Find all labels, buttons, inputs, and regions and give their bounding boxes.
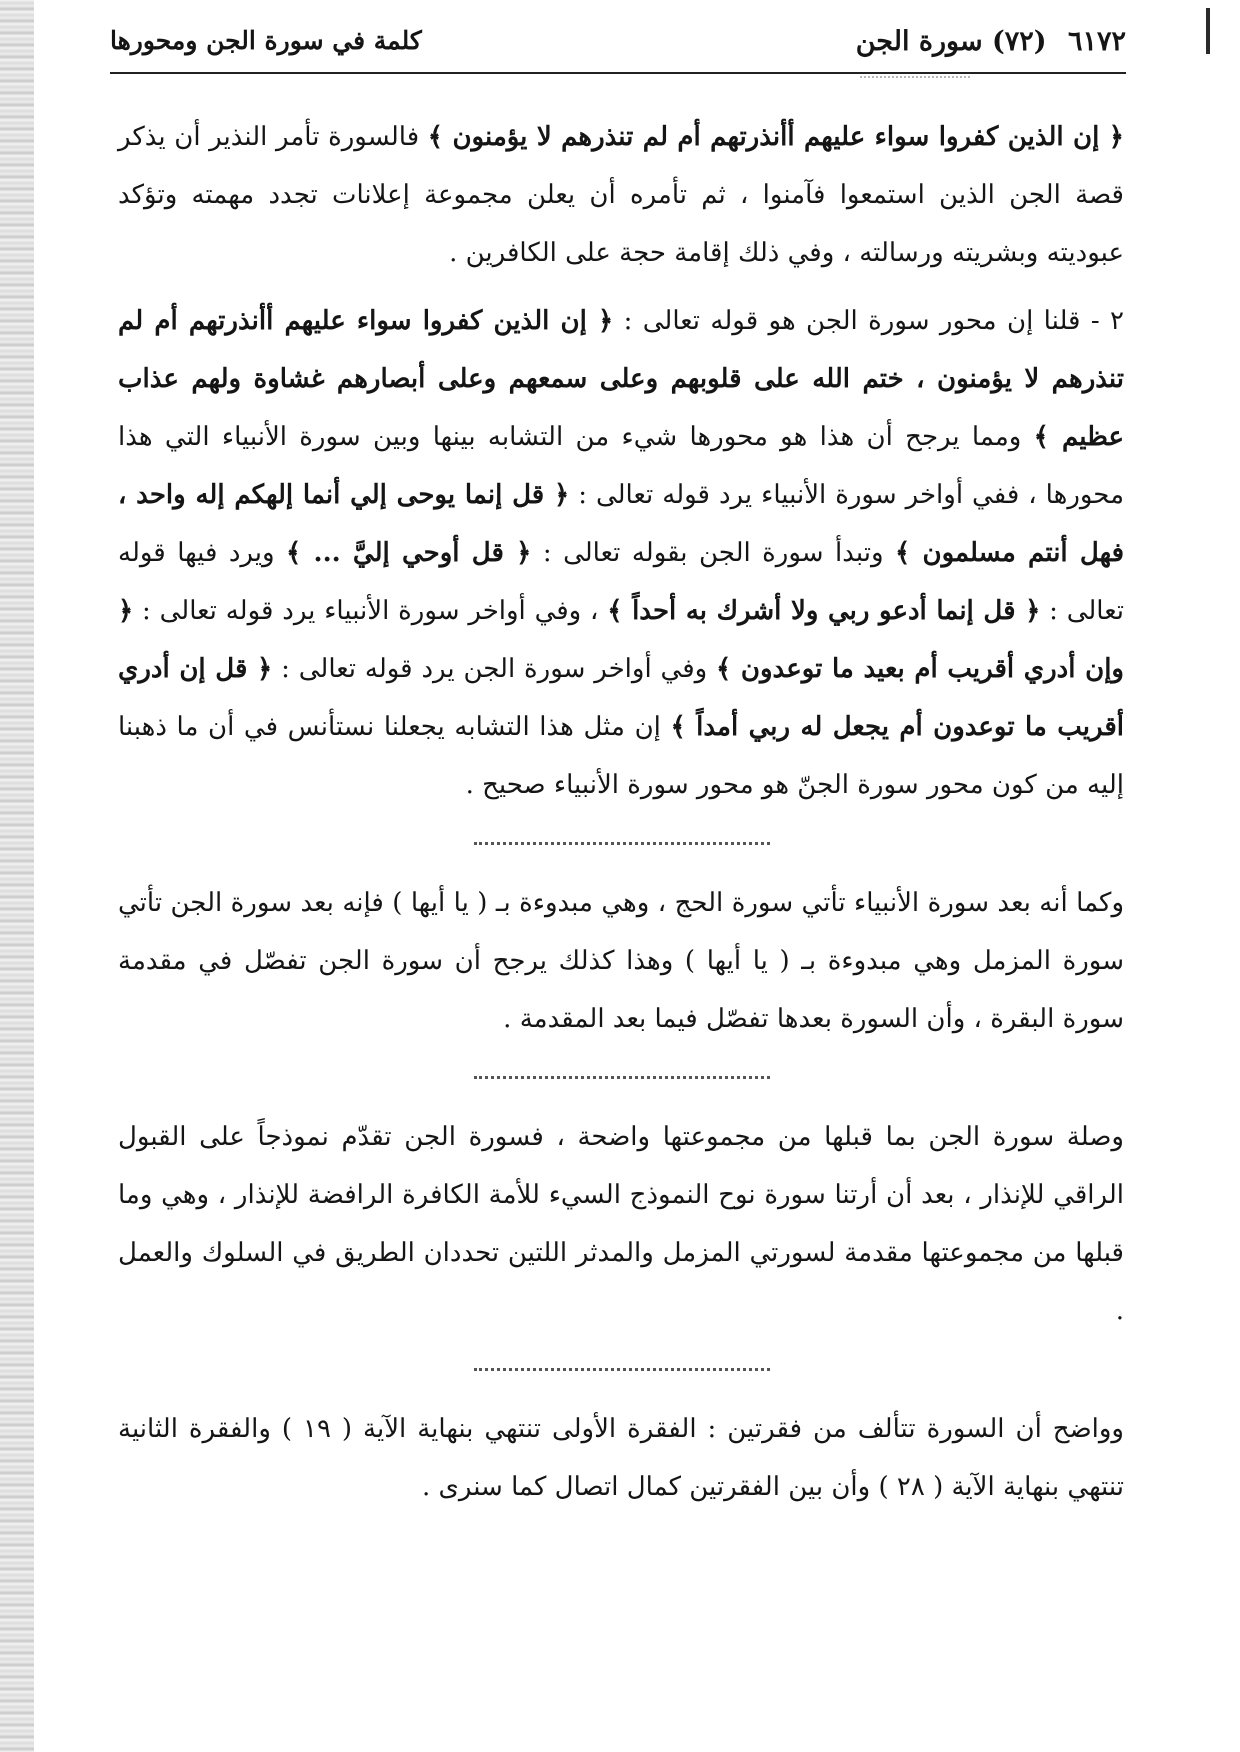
paragraph-4: وصلة سورة الجن بما قبلها من مجموعتها واضحة ، فسورة الجن تقدّم نموذجاً على القبول الراقي للإنذار ، بعد أن أرتنا سورة نوح النموذج السيء للأمة الكافرة الرافضة للإنذار ، وهي وما قبلها من مجموعتها مقدمة لسورتي المزمل والمدثر اللتين تحددان الطريق في السلوك والعمل .	[118, 1122, 1124, 1326]
paragraph-1	[118, 108, 1124, 282]
header-rule	[110, 72, 1126, 74]
header-page-info	[856, 26, 1126, 57]
quran-quote: ﴿ قل إن أدري أقريب ما توعدون أم يجعل له ربي أمداً ﴾	[118, 654, 1124, 742]
page-number: ٦١٧٢	[1067, 26, 1126, 57]
quran-quote: ﴿ إن الذين كفروا سواء عليهم أأنذرتهم أم لم تنذرهم لا يؤمنون ﴾	[427, 122, 1124, 152]
paragraph-text: ، وفي أواخر سورة الأنبياء يرد قوله تعالى :	[133, 596, 608, 626]
surah-reference: (٧٢) سورة الجن	[855, 26, 1047, 57]
quran-quote: ﴿ قل إنما أدعو ربي ولا أشرك به أحداً ﴾	[607, 596, 1041, 626]
dotted-separator	[118, 814, 1124, 874]
dotted-separator	[118, 1340, 1124, 1400]
quran-quote: ﴿ وإن أدري أقريب أم بعيد ما توعدون ﴾	[118, 596, 1124, 684]
page-header	[110, 22, 1126, 74]
paragraph-text: ٢ - قلنا إن محور سورة الجن هو قوله تعالى :	[613, 306, 1124, 336]
header-speck-line	[860, 68, 970, 78]
running-title: كلمة في سورة الجن ومحورها	[110, 26, 422, 55]
paragraph-text: وفي أواخر سورة الجن يرد قوله تعالى :	[272, 654, 717, 684]
quran-quote: ﴿ قل أوحي إليَّ ... ﴾	[286, 538, 532, 568]
dotted-separator	[118, 1048, 1124, 1108]
scan-binding-shadow	[0, 0, 34, 1752]
paragraph-text: ويرد فيها قوله تعالى :	[118, 538, 1124, 626]
page-body	[118, 108, 1124, 1516]
paragraph-text: وتبدأ سورة الجن بقوله تعالى :	[531, 538, 896, 568]
paragraph-text: إن مثل هذا التشابه يجعلنا نستأنس في أن ما ذهبنا إليه من كون محور سورة الجنّ هو محور سورة الأنبياء صحيح .	[118, 712, 1124, 800]
paragraph-2	[118, 292, 1124, 814]
paragraph-text: ومما يرجح أن هذا هو محورها شيء من التشابه بينها وبين سورة الأنبياء التي هذا محورها ، ففي أواخر سورة الأنبياء يرد قوله تعالى :	[118, 422, 1125, 510]
paragraph-text: فالسورة تأمر النذير أن يذكر قصة الجن الذين استمعوا فآمنوا ، ثم تأمره أن يعلن مجموعة إعلانات تجدد مهمته وتؤكد عبوديته وبشريته ورسالته ، وفي ذلك إقامة حجة على الكافرين .	[118, 122, 1124, 268]
quran-quote: ﴿ إن الذين كفروا سواء عليهم أأنذرتهم أم لم تنذرهم لا يؤمنون ، ختم الله على قلوبهم وعلى سمعهم وعلى أبصارهم غشاوة ولهم عذاب عظيم ﴾	[118, 306, 1124, 452]
paragraph-5: وواضح أن السورة تتألف من فقرتين : الفقرة الأولى تنتهي بنهاية الآية ( ١٩ ) والفقرة الثانية تنتهي بنهاية الآية ( ٢٨ ) وأن بين الفقرتين كمال اتصال كما سنرى .	[118, 1414, 1124, 1502]
paragraph-3: وكما أنه بعد سورة الأنبياء تأتي سورة الحج ، وهي مبدوءة بـ ( يا أيها ) فإنه بعد سورة الجن تأتي سورة المزمل وهي مبدوءة بـ ( يا أيها ) وهذا كذلك يرجح أن سورة الجن تفصّل في مقدمة سورة البقرة ، وأن السورة بعدها تفصّل فيما بعد المقدمة .	[118, 888, 1124, 1034]
scan-edge-mark	[1206, 8, 1210, 54]
quran-quote: ﴿ قل إنما يوحى إلي أنما إلهكم إله واحد ، فهل أنتم مسلمون ﴾	[118, 480, 1125, 568]
